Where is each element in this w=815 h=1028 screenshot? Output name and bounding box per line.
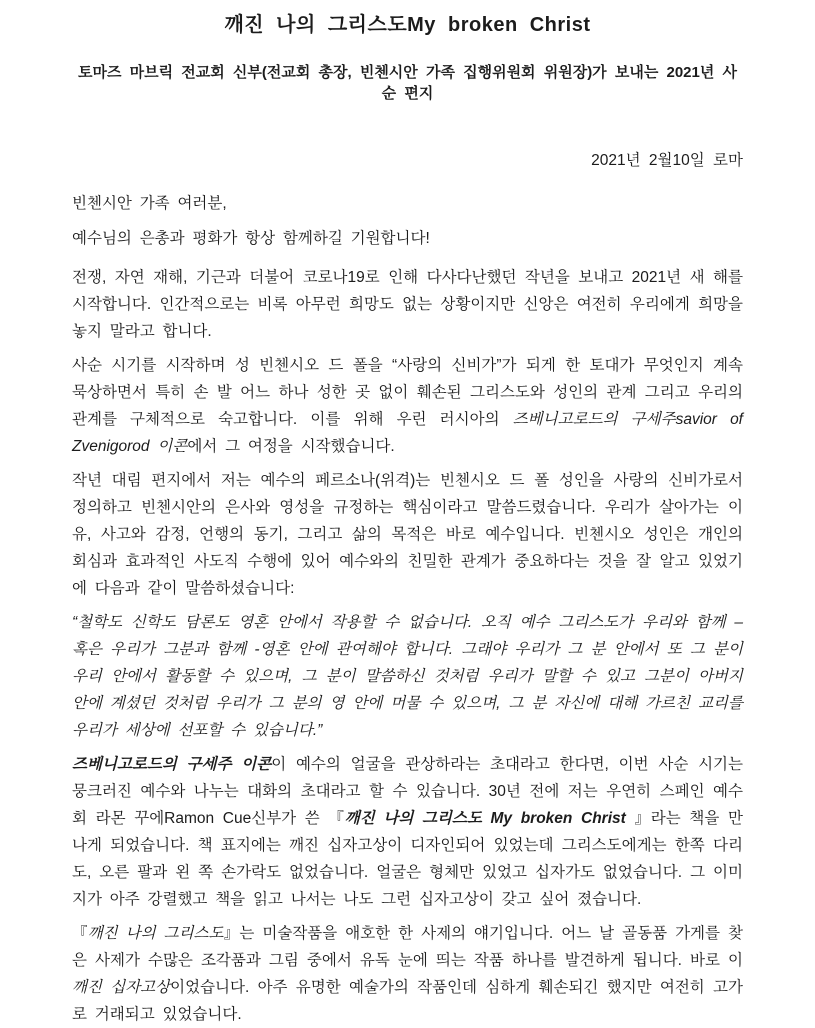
text-run: 에서 그 여정을 시작했습니다. [187,438,395,455]
greeting: 예수님의 은총과 평화가 항상 함께하길 기원합니다! [72,230,430,247]
letter-subtitle: 토마즈 마브릭 전교회 신부(전교회 총장, 빈첸시안 가족 집행위원회 위원장)가 보내는 2021년 사순 편지 [77,64,737,102]
text-run: 즈베니고로드의 구세주savior of Zvenigorod 이콘 [72,411,743,455]
body-paragraph [72,352,743,460]
body-paragraph [72,467,743,602]
dateline: 2021년 2월10일 로마 [591,152,743,169]
text-run: 사순 시기를 시작하며 성 빈첸시오 드 폴을 “사랑의 신비가”가 되게 한 토대가 무엇인지 계속 묵상하면서 특히 손 발 어느 하나 성한 곳 없이 훼손된 그리스도와 성인의 관계 그리고 우리의 관계를 구체적으로 숙고합니다. 이를 위해 우린 러시아의 [72,357,743,428]
body-paragraph [72,264,743,345]
text-run: 작년 대림 편지에서 저는 예수의 페르소나(위격)는 빈첸시오 드 폴 성인을 사랑의 신비가로서 정의하고 빈첸시안의 은사와 영성을 규정하는 핵심이라고 말씀드렸습니다. 우리가 살아가는 이유, 사고와 감정, 언행의 동기, 그리고 삶의 목적은 바로 예수입니다. 빈첸시오 성인은 개인의 회심과 효과적인 사도직 수행에 있어 예수와의 친밀한 관계가 중요하다는 것을 잘 알고 있었기에 다음과 같이 말씀하셨습니다: [72,472,743,597]
text-run: 이었습니다. 아주 유명한 예술가의 작품인데 심하게 훼손되긴 했지만 여전히 고가로 거래되고 있었습니다. [72,979,743,1023]
text-run: 깨진 십자고상 [72,979,171,996]
page-title: 깨진 나의 그리스도My broken Christ [224,14,591,36]
text-run: 『 [72,925,88,942]
text-run: 이 예수의 얼굴을 관상하라는 초대라고 한다면, 이번 사순 시기는 뭉크러진 예수와 나누는 대화의 초대라고 할 수 있습니다. 30년 전에 저는 우연히 스페인 예수회 라몬 꾸에Ramon Cue신부가 쓴 『 [72,756,743,827]
text-run: 즈베니고로드의 구세주 이콘 [72,756,272,773]
body-paragraph [72,751,743,913]
text-run: 』는 미술작품을 애호한 한 사제의 얘기입니다. 어느 날 골동품 가게를 찾은 사제가 수많은 조각품과 그림 중에서 유독 눈에 띄는 작품 하나를 발견하게 됩니다. 바로 이 [72,925,743,969]
text-run: 전쟁, 자연 재해, 기근과 더불어 코로나19로 인해 다사다난했던 작년을 보내고 2021년 새 해를 시작합니다. 인간적으로는 비록 아무런 희망도 없는 상황이지만 신앙은 여전히 우리에게 희망을 놓지 말라고 합니다. [72,269,743,340]
text-run: 깨진 나의 그리스도 [87,925,224,942]
quote-paragraph [72,609,743,744]
text-run: 』라는 책을 만나게 되었습니다. 책 표지에는 깨진 십자고상이 디자인되어 있었는데 그리스도에게는 한쪽 다리도, 오른 팔과 왼 쪽 손가락도 없었습니다. 얼굴은 형체만 있었고 십자가도 없었습니다. 그 이미지가 아주 강렬했고 책을 읽고 나서는 나도 그런 십자고상이 갖고 싶어 졌습니다. [72,810,743,908]
text-run: “철학도 신학도 담론도 영혼 안에서 작용할 수 없습니다. 오직 예수 그리스도가 우리와 함께 – 혹은 우리가 그분과 함께 -영혼 안에 관여해야 합니다. 그래야 우리가 그 분 안에서 또 그 분이 우리 안에서 활동할 수 있으며, 그 분이 말씀하신 것처럼 우리가 말할 수 있고 그분이 아버지 안에 계셨던 것처럼 우리가 그 분의 영 안에 머물 수 있으며, 그 분 자신에 대해 가르친 교리를 우리가 세상에 선포할 수 있습니다.” [72,614,743,739]
body-paragraph [72,920,743,1028]
salutation: 빈첸시안 가족 여러분, [72,195,227,212]
text-run: 깨진 나의 그리스도 My broken Christ [344,810,626,827]
